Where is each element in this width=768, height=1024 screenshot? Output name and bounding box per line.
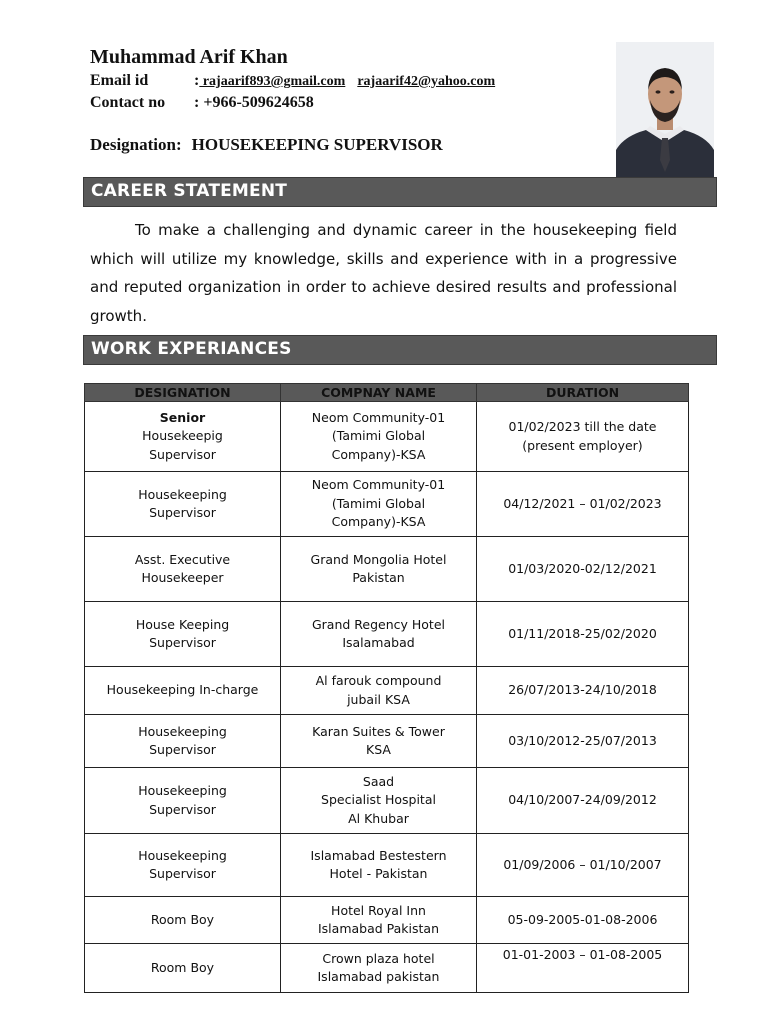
designation-line: Housekeeping <box>138 783 227 798</box>
designation-cell <box>85 715 281 768</box>
table-row <box>85 897 689 944</box>
company-cell <box>281 472 477 537</box>
company-line: Islamabad Pakistan <box>317 921 439 936</box>
designation-line: Supervisor <box>149 801 216 817</box>
contact-value: : +966-509624658 <box>194 94 314 111</box>
table-header-row <box>85 384 689 402</box>
portrait-image <box>616 42 714 178</box>
designation-row <box>90 135 443 155</box>
duration-cell <box>477 768 689 834</box>
duration-cell <box>477 537 689 602</box>
column-header-designation: DESIGNATION <box>85 384 281 402</box>
duration-line: 01/09/2006 – 01/10/2007 <box>503 856 662 872</box>
company-line: Company)-KSA <box>331 446 426 462</box>
designation-line: Housekeepig <box>142 428 223 444</box>
email-label: Email id <box>90 72 149 89</box>
designation-line: Supervisor <box>149 446 216 462</box>
company-line: (Tamimi Global <box>331 428 426 444</box>
company-line: KSA <box>366 742 391 757</box>
designation-cell <box>85 944 281 993</box>
duration-cell <box>477 472 689 537</box>
designation-cell <box>85 402 281 472</box>
designation-line: Asst. Executive <box>134 551 231 567</box>
contact-label: Contact no <box>90 94 166 111</box>
designation-line: Room Boy <box>150 959 215 975</box>
company-cell <box>281 834 477 897</box>
work-experience-table <box>84 383 689 993</box>
company-cell <box>281 537 477 602</box>
company-line: Hotel Royal Inn <box>331 902 426 918</box>
company-line: Islamabad pakistan <box>317 969 440 984</box>
designation-line: Room Boy <box>150 911 215 927</box>
designation-line: House Keeping <box>135 616 230 632</box>
company-line: Crown plaza hotel <box>322 950 435 966</box>
table-row <box>85 602 689 667</box>
company-line: Neom Community-01 <box>311 477 446 493</box>
company-line: Specialist Hospital <box>321 792 436 808</box>
designation-line: Housekeeping <box>138 486 227 502</box>
duration-line: (present employer) <box>522 437 643 453</box>
table-row <box>85 944 689 993</box>
company-line: Company)-KSA <box>331 514 426 530</box>
designation-cell <box>85 602 281 667</box>
duration-cell <box>477 834 689 897</box>
company-cell <box>281 768 477 834</box>
duration-cell <box>477 602 689 667</box>
work-experience-header: WORK EXPERIANCES <box>83 335 717 365</box>
company-line: Saad <box>362 773 395 789</box>
email-row <box>90 72 495 90</box>
duration-line: 04/10/2007-24/09/2012 <box>508 792 657 808</box>
designation-line: Housekeeper <box>141 570 224 585</box>
designation-line: Housekeeping <box>138 847 227 863</box>
duration-line: 01/11/2018-25/02/2020 <box>508 625 657 641</box>
company-cell <box>281 715 477 768</box>
designation-cell <box>85 472 281 537</box>
duration-cell <box>477 897 689 944</box>
duration-line: 01-01-2003 – 01-08-2005 <box>502 947 663 962</box>
duration-cell <box>477 715 689 768</box>
duration-cell <box>477 667 689 715</box>
table-row <box>85 472 689 537</box>
company-line: Al Khubar <box>348 810 409 826</box>
column-header-company: COMPNAY NAME <box>281 384 477 402</box>
company-line: Pakistan <box>352 570 405 585</box>
company-line: Al farouk compound <box>315 673 442 688</box>
career-statement-text: To make a challenging and dynamic career in the housekeeping field which will utilize my knowledge, skills and experience with in a progressive and reputed organization in order to achieve desired results and professional growth. <box>90 221 677 325</box>
company-cell <box>281 602 477 667</box>
duration-line: 05-09-2005-01-08-2006 <box>507 911 658 927</box>
table-row <box>85 537 689 602</box>
designation-line: Supervisor <box>149 505 216 520</box>
table-row <box>85 768 689 834</box>
candidate-name: Muhammad Arif Khan <box>90 46 288 68</box>
table-row <box>85 402 689 472</box>
company-line: (Tamimi Global <box>331 495 426 511</box>
career-statement-header: CAREER STATEMENT <box>83 177 717 207</box>
email-primary-link[interactable]: rajaarif893@gmail.com <box>199 74 346 89</box>
designation-cell <box>85 537 281 602</box>
designation-value: HOUSEKEEPING SUPERVISOR <box>191 135 443 154</box>
company-line: jubail KSA <box>347 691 410 707</box>
designation-line: Housekeeping In-charge <box>106 682 259 698</box>
designation-line: Housekeeping <box>138 723 227 739</box>
duration-line: 04/12/2021 – 01/02/2023 <box>503 495 662 511</box>
table-row <box>85 715 689 768</box>
column-header-duration: DURATION <box>477 384 689 402</box>
designation-cell <box>85 897 281 944</box>
designation-cell <box>85 667 281 715</box>
duration-cell <box>477 944 689 993</box>
email-colon: : <box>194 72 200 89</box>
company-cell <box>281 944 477 993</box>
designation-line: Supervisor <box>149 742 216 757</box>
company-cell <box>281 897 477 944</box>
company-line: Karan Suites & Tower <box>312 723 445 739</box>
designation-line: Supervisor <box>149 635 216 650</box>
email-secondary-link[interactable]: rajaarif42@yahoo.com <box>357 74 496 89</box>
company-line: Islamabad Bestestern <box>310 847 447 863</box>
company-cell <box>281 402 477 472</box>
company-line: Hotel - Pakistan <box>329 866 428 881</box>
company-line: Grand Regency Hotel <box>311 616 446 632</box>
duration-line: 01/03/2020-02/12/2021 <box>508 560 657 576</box>
duration-cell <box>477 402 689 472</box>
company-cell <box>281 667 477 715</box>
company-line: Grand Mongolia Hotel <box>310 551 447 567</box>
designation-cell <box>85 768 281 834</box>
designation-label: Designation: <box>90 135 182 154</box>
duration-line: 01/02/2023 till the date <box>508 419 657 434</box>
table-row <box>85 834 689 897</box>
designation-line: Senior <box>159 409 206 425</box>
designation-line: Supervisor <box>149 866 216 881</box>
duration-line: 26/07/2013-24/10/2018 <box>508 682 657 698</box>
profile-photo <box>616 42 714 178</box>
company-line: Isalamabad <box>342 635 415 650</box>
table-row <box>85 667 689 715</box>
company-line: Neom Community-01 <box>311 409 446 425</box>
duration-line: 03/10/2012-25/07/2013 <box>508 732 657 748</box>
designation-cell <box>85 834 281 897</box>
contact-row <box>90 94 314 112</box>
